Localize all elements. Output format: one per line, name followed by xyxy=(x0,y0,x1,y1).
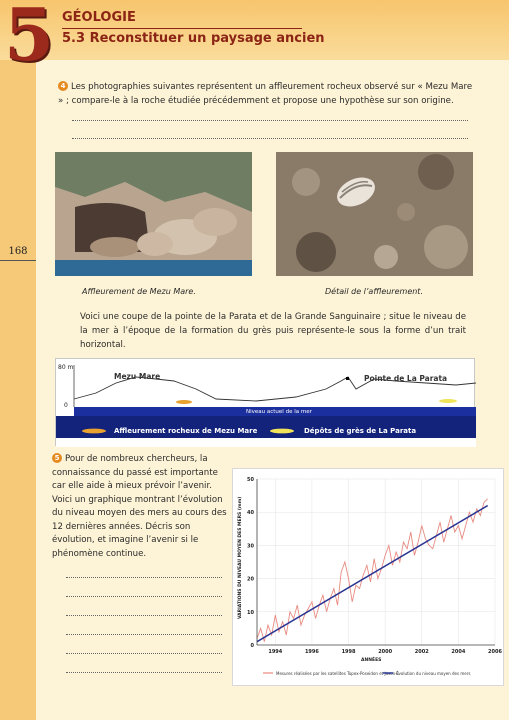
sea-level-chart xyxy=(232,468,504,686)
question-4-text: Les photographies suivantes représentent un affleurement rocheux observé sur « Mezu Mare » ; compare-le à la roche étudiée précédemment et propose une hypothèse sur son origine. xyxy=(58,82,473,106)
answer-line[interactable] xyxy=(66,596,222,597)
title-rule xyxy=(62,28,302,29)
x-tick-label: 2002 xyxy=(414,649,429,655)
photo-caption-left: Affleurement de Mezu Mare. xyxy=(82,287,196,296)
legend-outcrop-swatch xyxy=(82,429,106,434)
outcrop-marker xyxy=(176,400,192,404)
shell-detail-photo xyxy=(276,152,473,276)
answer-line[interactable] xyxy=(66,577,222,578)
parata-label: Pointe de La Parata xyxy=(364,374,448,383)
legend-label-satellite: Mesures réalisées par les satellites Topex-Poseidon et Jason-1 xyxy=(276,671,400,676)
chart-ticks xyxy=(247,477,502,655)
y-tick-label: 30 xyxy=(247,543,254,550)
mezu-mare-label: Mezu Mare xyxy=(114,372,161,381)
question-number-badge: 5 xyxy=(52,453,62,463)
x-tick-label: 2004 xyxy=(451,649,466,655)
sea-level-label: Niveau actuel de la mer xyxy=(246,409,312,415)
y-tick-label: 20 xyxy=(247,576,254,583)
series-line-satellite xyxy=(257,499,488,642)
x-tick-label: 2006 xyxy=(488,649,502,655)
answer-line[interactable] xyxy=(72,120,468,121)
legend-sandstone-swatch xyxy=(270,429,294,434)
y-tick-label: 50 xyxy=(247,477,254,483)
question-4 xyxy=(58,80,478,108)
section-instruction: Voici une coupe de la pointe de la Parata et de la Grande Sanguinaire ; situe le niveau de la mer à l’époque de la formation du grès puis représente-le sous la forme d’un trait horizontal. xyxy=(80,312,466,350)
altitude-zero-label: 0 xyxy=(64,402,68,409)
header-band xyxy=(0,0,509,60)
answer-line[interactable] xyxy=(66,615,222,616)
section-title xyxy=(62,31,325,46)
side-strip xyxy=(0,0,36,720)
legend-sandstone-label: Dépôts de grès de La Parata xyxy=(304,427,417,435)
summit-marker xyxy=(346,377,349,380)
sandstone-marker xyxy=(439,399,457,403)
photo-caption-right: Détail de l’affleurement. xyxy=(325,287,423,296)
answer-line[interactable] xyxy=(72,138,468,139)
legend-outcrop-label: Affleurement rocheux de Mezu Mare xyxy=(114,427,258,435)
answer-line[interactable] xyxy=(66,653,222,654)
x-tick-label: 1994 xyxy=(268,649,283,655)
x-tick-label: 2000 xyxy=(378,649,393,655)
outcrop-photo xyxy=(55,152,252,276)
page-number-rule xyxy=(0,260,36,261)
y-tick-label: 10 xyxy=(247,609,254,616)
subject-title: GÉOLOGIE xyxy=(62,10,136,25)
x-tick-label: 1996 xyxy=(304,649,319,655)
altitude-top-label: 80 m xyxy=(58,364,74,371)
y-axis-label: VARIATIONS DU NIVEAU MOYEN DES MERS (mm) xyxy=(238,496,243,619)
chapter-number: 5 xyxy=(4,0,55,77)
page-number: 168 xyxy=(8,246,28,257)
x-axis-label: ANNÉES xyxy=(361,658,382,663)
question-number-badge: 4 xyxy=(58,81,68,91)
series-line-trend xyxy=(257,506,488,642)
question-5 xyxy=(52,453,234,561)
x-tick-label: 1998 xyxy=(341,649,356,655)
cross-section-diagram xyxy=(55,358,475,446)
section-title-text: Reconstituer un paysage ancien xyxy=(89,31,325,46)
answer-line[interactable] xyxy=(66,672,222,673)
section-number: 5.3 xyxy=(62,31,86,46)
y-tick-label: 40 xyxy=(247,510,254,517)
legend-label-trend: Évolution du niveau moyen des mers xyxy=(396,671,471,676)
question-5-text: Pour de nombreux chercheurs, la connaissance du passé est importante car elle aide à mieux prévoir l’avenir. Voici un graphique montrant l’évolution du niveau moyen des mers au cours des 12 dernières années. Décris son évolution, et imagine l’avenir si le phénomène continue. xyxy=(52,454,227,559)
answer-line[interactable] xyxy=(66,634,222,635)
y-tick-label: 0 xyxy=(250,643,254,649)
